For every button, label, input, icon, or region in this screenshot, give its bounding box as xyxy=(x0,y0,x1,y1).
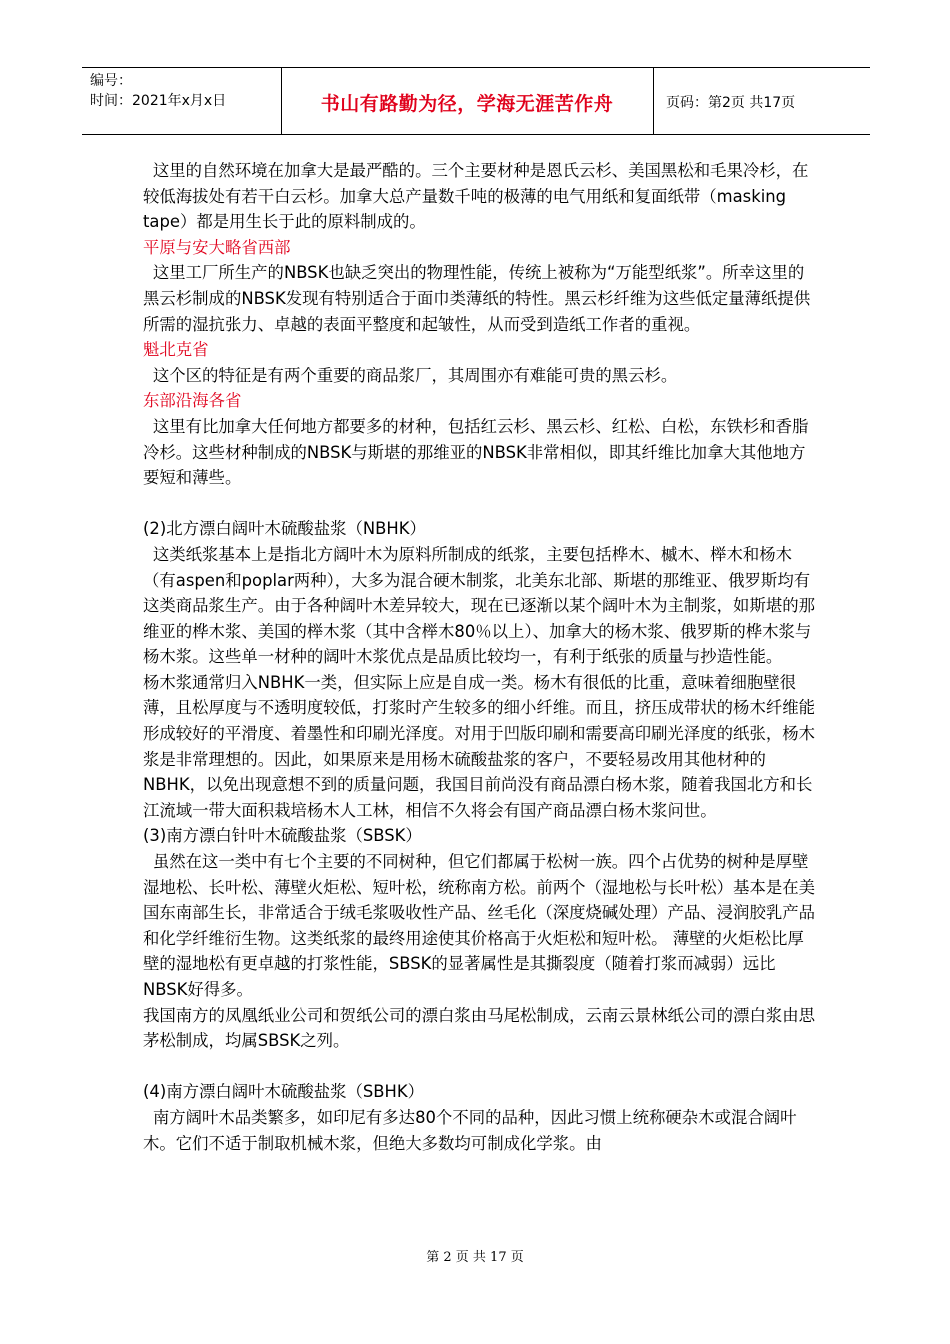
page-footer: 第 2 页 共 17 页 xyxy=(426,1250,524,1265)
document-body xyxy=(143,158,819,1156)
section-heading: 平原与安大略省西部 xyxy=(143,237,291,257)
subsection-heading: (4)南方漂白阔叶木硫酸盐浆（SBHK） xyxy=(143,1082,425,1102)
header-bottom-rule xyxy=(82,134,870,135)
paragraph: 这里工厂所生产的NBSK也缺乏突出的物理性能，传统上被称为“万能型纸浆”。所幸这里的黑云杉制成的NBSK发现有特别适合于面巾类薄纸的特性。黑云杉纤维为这些低定量薄纸提供所需的湿抗张力、卓越的表面平整度和起皱性，从而受到造纸工作者的重视。 xyxy=(143,263,811,334)
subsection-heading: (3)南方漂白针叶木硫酸盐浆（SBSK） xyxy=(143,826,422,846)
header-meta xyxy=(90,71,226,111)
header-date: 时间：2021年x月x日 xyxy=(90,93,227,109)
blank-line xyxy=(143,1054,819,1080)
paragraph: 南方阔叶木品类繁多，如印尼有多达80个不同的品种，因此习惯上统称硬杂木或混合阔叶木。它们不适于制取机械木浆，但绝大多数均可制成化学浆。由 xyxy=(143,1107,797,1153)
section-heading: 魁北克省 xyxy=(143,340,209,360)
paragraph: 虽然在这一类中有七个主要的不同树种，但它们都属于松树一族。四个占优势的树种是厚壁湿地松、长叶松、薄壁火炬松、短叶松，统称南方松。前两个（湿地松与长叶松）基本是在美国东南部生长，非常适合于绒毛浆吸收性产品、丝毛化（深度烧碱处理）产品、浸润胶乳产品和化学纤维衍生物。这类纸浆的最终用途使其价格高于火炬松和短叶松。 薄壁的火炬松比厚壁的湿地松有更卓越的打浆性能，SBSK的显著属性是其撕裂度（随着打浆而减弱）远比NBSK好得多。 xyxy=(143,852,816,999)
header-motto: 书山有路勤为径，学海无涯苦作舟 xyxy=(320,93,614,115)
header-top-rule xyxy=(82,67,870,68)
header-page-number: 页码：第2页 共17页 xyxy=(666,95,796,111)
blank-line xyxy=(143,491,819,517)
paragraph: 这里的自然环境在加拿大是最严酷的。三个主要材种是恩氏云杉、美国黑松和毛果冷杉，在较低海拔处有若干白云杉。加拿大总产量数千吨的极薄的电气用纸和复面纸带（masking tape）都是用生长于此的原料制成的。 xyxy=(143,161,809,232)
page-header xyxy=(82,67,870,135)
paragraph: 杨木浆通常归入NBHK一类，但实际上应是自成一类。杨木有很低的比重，意味着细胞壁很薄，且松厚度与不透明度较低，打浆时产生较多的细小纤维。而且，挤压成带状的杨木纤维能形成较好的平滑度、着墨性和印刷光泽度。对用于凹版印刷和需要高印刷光泽度的纸张，杨木浆是非常理想的。因此，如果原来是用杨木硫酸盐浆的客户，不要轻易改用其他材种的NBHK，以免出现意想不到的质量问题，我国目前尚没有商品漂白杨木浆，随着我国北方和长江流域一带大面积栽培杨木人工林，相信不久将会有国产商品漂白杨木浆问世。 xyxy=(143,672,816,820)
paragraph: 这里有比加拿大任何地方都要多的材种，包括红云杉、黑云杉、红松、白松，东铁杉和香脂冷杉。这些材种制成的NBSK与斯堪的那维亚的NBSK非常相似，即其纤维比加拿大其他地方要短和薄些。 xyxy=(143,416,809,488)
header-number: 编号： xyxy=(90,73,132,89)
subsection-heading: (2)北方漂白阔叶木硫酸盐浆（NBHK） xyxy=(143,519,426,539)
section-heading: 东部沿海各省 xyxy=(143,391,242,411)
paragraph: 这类纸浆基本上是指北方阔叶木为原料所制成的纸浆，主要包括桦木、槭木、榉木和杨木（有aspen和poplar两种），大多为混合硬木制浆，北美东北部、斯堪的那维亚、俄罗斯均有这类商品浆生产。由于各种阔叶木差异较大，现在已逐渐以某个阔叶木为主制浆，如斯堪的那维亚的桦木浆、美国的榉木浆（其中含榉木80％以上）、加拿大的杨木浆、俄罗斯的桦木浆与杨木浆。这些单一材种的阔叶木浆优点是品质比较均一，有利于纸张的质量与抄造性能。 xyxy=(143,544,816,667)
paragraph: 我国南方的凤凰纸业公司和贺纸公司的漂白浆由马尾松制成，云南云景林纸公司的漂白浆由思茅松制成，均属SBSK之列。 xyxy=(143,1005,816,1051)
paragraph: 这个区的特征是有两个重要的商品浆厂，其周围亦有难能可贵的黑云杉。 xyxy=(152,365,678,385)
header-divider xyxy=(653,67,654,135)
